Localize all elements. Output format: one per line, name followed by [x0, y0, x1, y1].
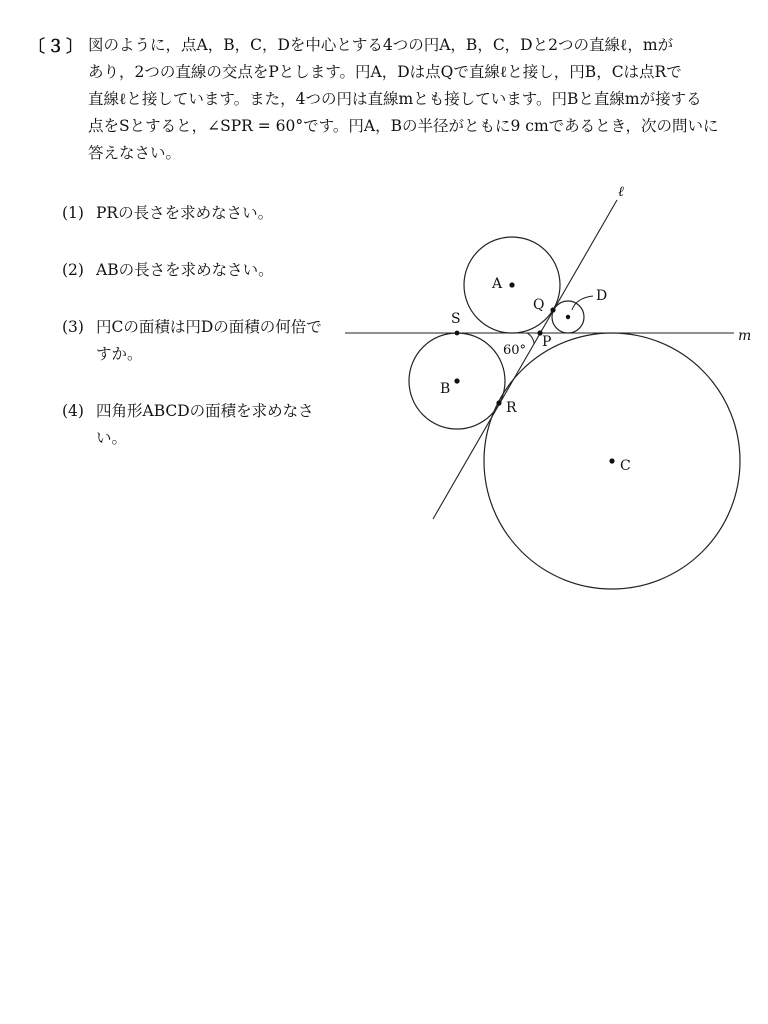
- stem-line: 図のように，点A，B，C，Dを中心とする4つの円A，B，C，Dと2つの直線ℓ，mが: [88, 36, 674, 54]
- line-l: [433, 200, 617, 519]
- center-d-point: [566, 315, 570, 319]
- question-number: (3): [62, 318, 84, 336]
- label-c: C: [620, 458, 631, 474]
- stem-line: 直線ℓと接しています。また，4つの円は直線mとも接しています。円Bと直線mが接する: [88, 90, 702, 108]
- question-number: (2): [62, 261, 84, 279]
- point-r: [496, 400, 501, 405]
- label-s: S: [451, 311, 461, 327]
- question-3: [62, 314, 322, 368]
- question-4: [62, 398, 322, 452]
- question-number: (1): [62, 204, 84, 222]
- center-c-point: [609, 458, 614, 463]
- problem-stem: [88, 32, 754, 167]
- label-a: A: [492, 276, 503, 292]
- problem-3: [28, 32, 754, 167]
- question-text: PRの長さを求めなさい。: [96, 204, 274, 222]
- question-text: 円Cの面積は円Dの面積の何倍ですか。: [96, 318, 322, 363]
- question-number: (4): [62, 402, 84, 420]
- label-line-m: m: [738, 328, 752, 344]
- angle-arc: [527, 333, 534, 344]
- stem-line: 点をSとすると，∠SPR = 60°です。円A，Bの半径がともに9 cmであるとき，次の問いに: [88, 117, 719, 135]
- label-q: Q: [533, 297, 545, 313]
- label-p: P: [542, 334, 552, 350]
- label-line-l: ℓ: [618, 184, 624, 200]
- problem-number: 〔３〕: [28, 37, 85, 57]
- figure-svg: [330, 168, 768, 608]
- question-2: [62, 257, 322, 284]
- label-b: B: [440, 381, 451, 397]
- label-d: D: [596, 288, 608, 304]
- center-a-point: [509, 282, 514, 287]
- stem-line: 答えなさい。: [88, 144, 182, 162]
- point-s: [455, 331, 460, 336]
- question-1: [62, 200, 322, 227]
- geometry-figure: [330, 168, 768, 608]
- label-r: R: [506, 400, 517, 416]
- center-b-point: [454, 378, 459, 383]
- point-q: [550, 307, 555, 312]
- question-text: ABの長さを求めなさい。: [96, 261, 274, 279]
- stem-line: あり，2つの直線の交点をPとします。円A，Dは点Qで直線ℓと接し，円B，Cは点Rで: [88, 63, 682, 81]
- label-angle: 60°: [503, 343, 527, 358]
- question-text: 四角形ABCDの面積を求めなさい。: [96, 402, 314, 447]
